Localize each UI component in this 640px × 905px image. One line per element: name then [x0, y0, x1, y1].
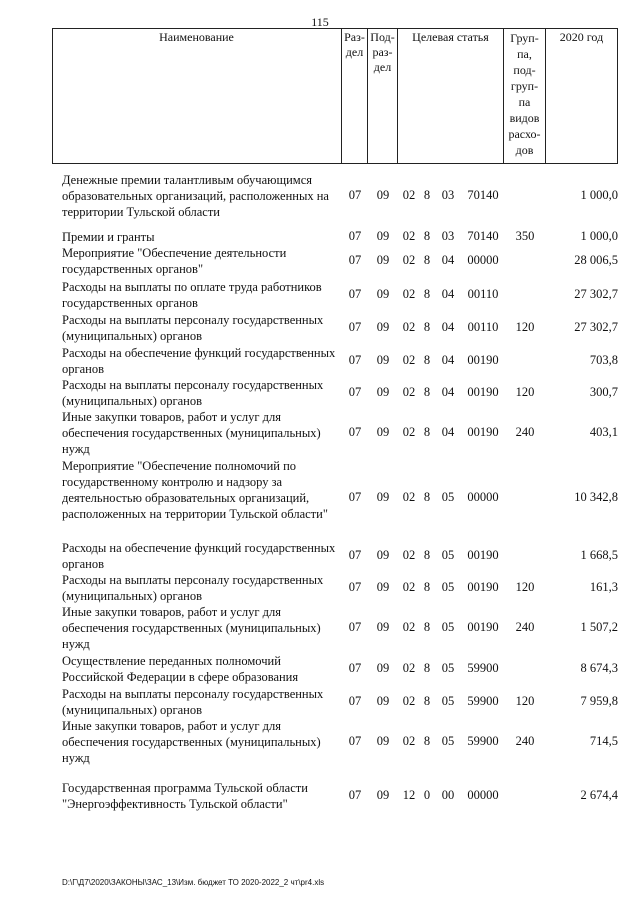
row-c4: 00110 [467, 287, 499, 301]
row-c3: 05 [441, 620, 455, 634]
row-name: Расходы на обеспечение функций государственных органов [62, 541, 336, 571]
row-amount: 703,8 [589, 353, 618, 367]
row-c1: 02 [402, 385, 416, 399]
row-c3: 05 [441, 734, 455, 748]
row-c3: 05 [441, 694, 455, 708]
row-p: 09 [376, 287, 390, 301]
row-amount: 7 959,8 [580, 694, 618, 708]
table-row [0, 312, 640, 344]
row-c3: 05 [441, 661, 455, 675]
row-c1: 02 [402, 188, 416, 202]
row-p: 09 [376, 188, 390, 202]
row-name: Расходы на выплаты персоналу государственных (муниципальных) органов [62, 687, 324, 717]
header-year: 2020 год [546, 28, 618, 163]
row-r: 07 [348, 229, 362, 243]
table-row [0, 409, 640, 457]
row-name: Мероприятие "Обеспечение полномочий по государственному контролю и надзору за деятельностью образовательных организаций, расположенных на территории Тульской области" [62, 459, 328, 521]
row-c4: 00190 [467, 353, 499, 367]
row-c3: 05 [441, 490, 455, 504]
row-c2: 8 [423, 490, 431, 504]
row-c1: 02 [402, 694, 416, 708]
row-c2: 8 [423, 620, 431, 634]
row-v: 120 [515, 580, 535, 594]
row-c1: 02 [402, 661, 416, 675]
row-amount: 1 000,0 [580, 229, 618, 243]
row-r: 07 [348, 661, 362, 675]
row-c3: 04 [441, 320, 455, 334]
row-c3: 04 [441, 253, 455, 267]
row-c4: 00110 [467, 320, 499, 334]
row-c4: 00000 [467, 490, 499, 504]
row-amount: 403,1 [589, 425, 618, 439]
table-row [0, 540, 640, 572]
row-p: 09 [376, 490, 390, 504]
row-r: 07 [348, 253, 362, 267]
row-v: 120 [515, 320, 535, 334]
row-c2: 8 [423, 425, 431, 439]
header-group: Груп- па, под- груп- па видов расхо- дов [504, 28, 546, 163]
row-c3: 04 [441, 425, 455, 439]
row-name: Денежные премии талантливым обучающимся образовательных организаций, расположенных на территории Тульской области [62, 173, 329, 219]
row-r: 07 [348, 620, 362, 634]
file-path-footer: D:\Г\Д7\2020\ЗАКОНЫ\ЗАС_13\Изм. бюджет ТО 2020-2022_2 чт\pr4.xls [62, 878, 325, 887]
table-row [0, 604, 640, 652]
row-c3: 03 [441, 188, 455, 202]
row-r: 07 [348, 694, 362, 708]
row-amount: 27 302,7 [574, 287, 618, 301]
row-c4: 00000 [467, 788, 499, 802]
row-c2: 8 [423, 353, 431, 367]
row-name: Расходы на выплаты персоналу государственных (муниципальных) органов [62, 378, 324, 408]
row-p: 09 [376, 620, 390, 634]
table-row [0, 572, 640, 604]
row-v: 120 [515, 694, 535, 708]
row-c3: 00 [441, 788, 455, 802]
row-c2: 8 [423, 188, 431, 202]
header-target: Целевая статья [398, 28, 504, 163]
row-r: 07 [348, 788, 362, 802]
page-number: 115 [311, 15, 329, 29]
row-v: 120 [515, 385, 535, 399]
row-c1: 02 [402, 425, 416, 439]
row-amount: 1 507,2 [580, 620, 618, 634]
row-p: 09 [376, 253, 390, 267]
table-row [0, 345, 640, 377]
row-c3: 05 [441, 548, 455, 562]
row-c4: 00190 [467, 580, 499, 594]
row-r: 07 [348, 287, 362, 301]
header-podrazdel: Под- раз- дел [368, 28, 398, 163]
row-name: Расходы на выплаты персоналу государственных (муниципальных) органов [62, 573, 324, 603]
row-c2: 8 [423, 694, 431, 708]
row-c4: 00000 [467, 253, 499, 267]
row-c1: 02 [402, 580, 416, 594]
row-p: 09 [376, 788, 390, 802]
row-name: Иные закупки товаров, работ и услуг для обеспечения государственных (муниципальных) нужд [62, 410, 321, 456]
table-row [0, 653, 640, 685]
row-name: Расходы на обеспечение функций государственных органов [62, 346, 336, 376]
row-c3: 05 [441, 580, 455, 594]
row-p: 09 [376, 580, 390, 594]
row-p: 09 [376, 425, 390, 439]
row-r: 07 [348, 188, 362, 202]
row-r: 07 [348, 385, 362, 399]
row-c2: 8 [423, 734, 431, 748]
row-r: 07 [348, 490, 362, 504]
table-row [0, 245, 640, 277]
row-c2: 0 [423, 788, 431, 802]
row-c4: 70140 [467, 229, 499, 243]
row-c4: 59900 [467, 661, 499, 675]
row-c3: 04 [441, 353, 455, 367]
header-bottom-rule [52, 163, 618, 164]
row-c2: 8 [423, 253, 431, 267]
row-amount: 714,5 [589, 734, 618, 748]
row-p: 09 [376, 661, 390, 675]
table-row [0, 686, 640, 718]
row-c4: 70140 [467, 188, 499, 202]
row-c2: 8 [423, 320, 431, 334]
row-c1: 02 [402, 353, 416, 367]
row-c1: 02 [402, 490, 416, 504]
table-row [0, 229, 640, 245]
row-c2: 8 [423, 385, 431, 399]
row-v: 350 [515, 229, 535, 243]
row-r: 07 [348, 734, 362, 748]
row-r: 07 [348, 425, 362, 439]
row-c2: 8 [423, 548, 431, 562]
row-name: Иные закупки товаров, работ и услуг для обеспечения государственных (муниципальных) нужд [62, 605, 321, 651]
row-p: 09 [376, 353, 390, 367]
row-c1: 12 [402, 788, 416, 802]
row-p: 09 [376, 229, 390, 243]
table-row [0, 718, 640, 766]
row-r: 07 [348, 580, 362, 594]
row-amount: 1 000,0 [580, 188, 618, 202]
header-name: Наименование [52, 28, 342, 163]
table-row [0, 458, 640, 538]
row-amount: 300,7 [589, 385, 618, 399]
table-row [0, 377, 640, 409]
row-c3: 03 [441, 229, 455, 243]
row-name: Государственная программа Тульской области "Энергоэффективность Тульской области" [62, 781, 308, 811]
row-p: 09 [376, 548, 390, 562]
row-c2: 8 [423, 580, 431, 594]
row-p: 09 [376, 320, 390, 334]
row-r: 07 [348, 548, 362, 562]
row-c4: 59900 [467, 734, 499, 748]
row-v: 240 [515, 620, 535, 634]
row-c4: 00190 [467, 620, 499, 634]
row-c4: 00190 [467, 548, 499, 562]
row-p: 09 [376, 385, 390, 399]
row-r: 07 [348, 353, 362, 367]
row-amount: 8 674,3 [580, 661, 618, 675]
row-r: 07 [348, 320, 362, 334]
row-amount: 2 674,4 [580, 788, 618, 802]
row-c2: 8 [423, 287, 431, 301]
row-c1: 02 [402, 320, 416, 334]
row-c4: 00190 [467, 425, 499, 439]
row-amount: 28 006,5 [574, 253, 618, 267]
row-c1: 02 [402, 253, 416, 267]
row-name: Расходы на выплаты по оплате труда работников государственных органов [62, 280, 322, 310]
row-v: 240 [515, 425, 535, 439]
row-amount: 1 668,5 [580, 548, 618, 562]
row-c1: 02 [402, 287, 416, 301]
row-c1: 02 [402, 548, 416, 562]
row-c3: 04 [441, 385, 455, 399]
row-c1: 02 [402, 229, 416, 243]
row-amount: 27 302,7 [574, 320, 618, 334]
table-row [0, 279, 640, 311]
header-razdel: Раз- дел [342, 28, 368, 163]
row-v: 240 [515, 734, 535, 748]
row-name: Премии и гранты [62, 230, 155, 244]
row-amount: 10 342,8 [574, 490, 618, 504]
table-row [0, 172, 640, 220]
row-c3: 04 [441, 287, 455, 301]
row-amount: 161,3 [589, 580, 618, 594]
row-name: Расходы на выплаты персоналу государственных (муниципальных) органов [62, 313, 324, 343]
row-name: Иные закупки товаров, работ и услуг для обеспечения государственных (муниципальных) нужд [62, 719, 321, 765]
row-c1: 02 [402, 620, 416, 634]
row-name: Осуществление переданных полномочий Российской Федерации в сфере образования [62, 654, 299, 684]
row-c2: 8 [423, 229, 431, 243]
row-c4: 00190 [467, 385, 499, 399]
table-row [0, 780, 640, 812]
row-c1: 02 [402, 734, 416, 748]
row-c2: 8 [423, 661, 431, 675]
row-p: 09 [376, 694, 390, 708]
row-name: Мероприятие "Обеспечение деятельности государственных органов" [62, 246, 287, 276]
row-p: 09 [376, 734, 390, 748]
row-c4: 59900 [467, 694, 499, 708]
